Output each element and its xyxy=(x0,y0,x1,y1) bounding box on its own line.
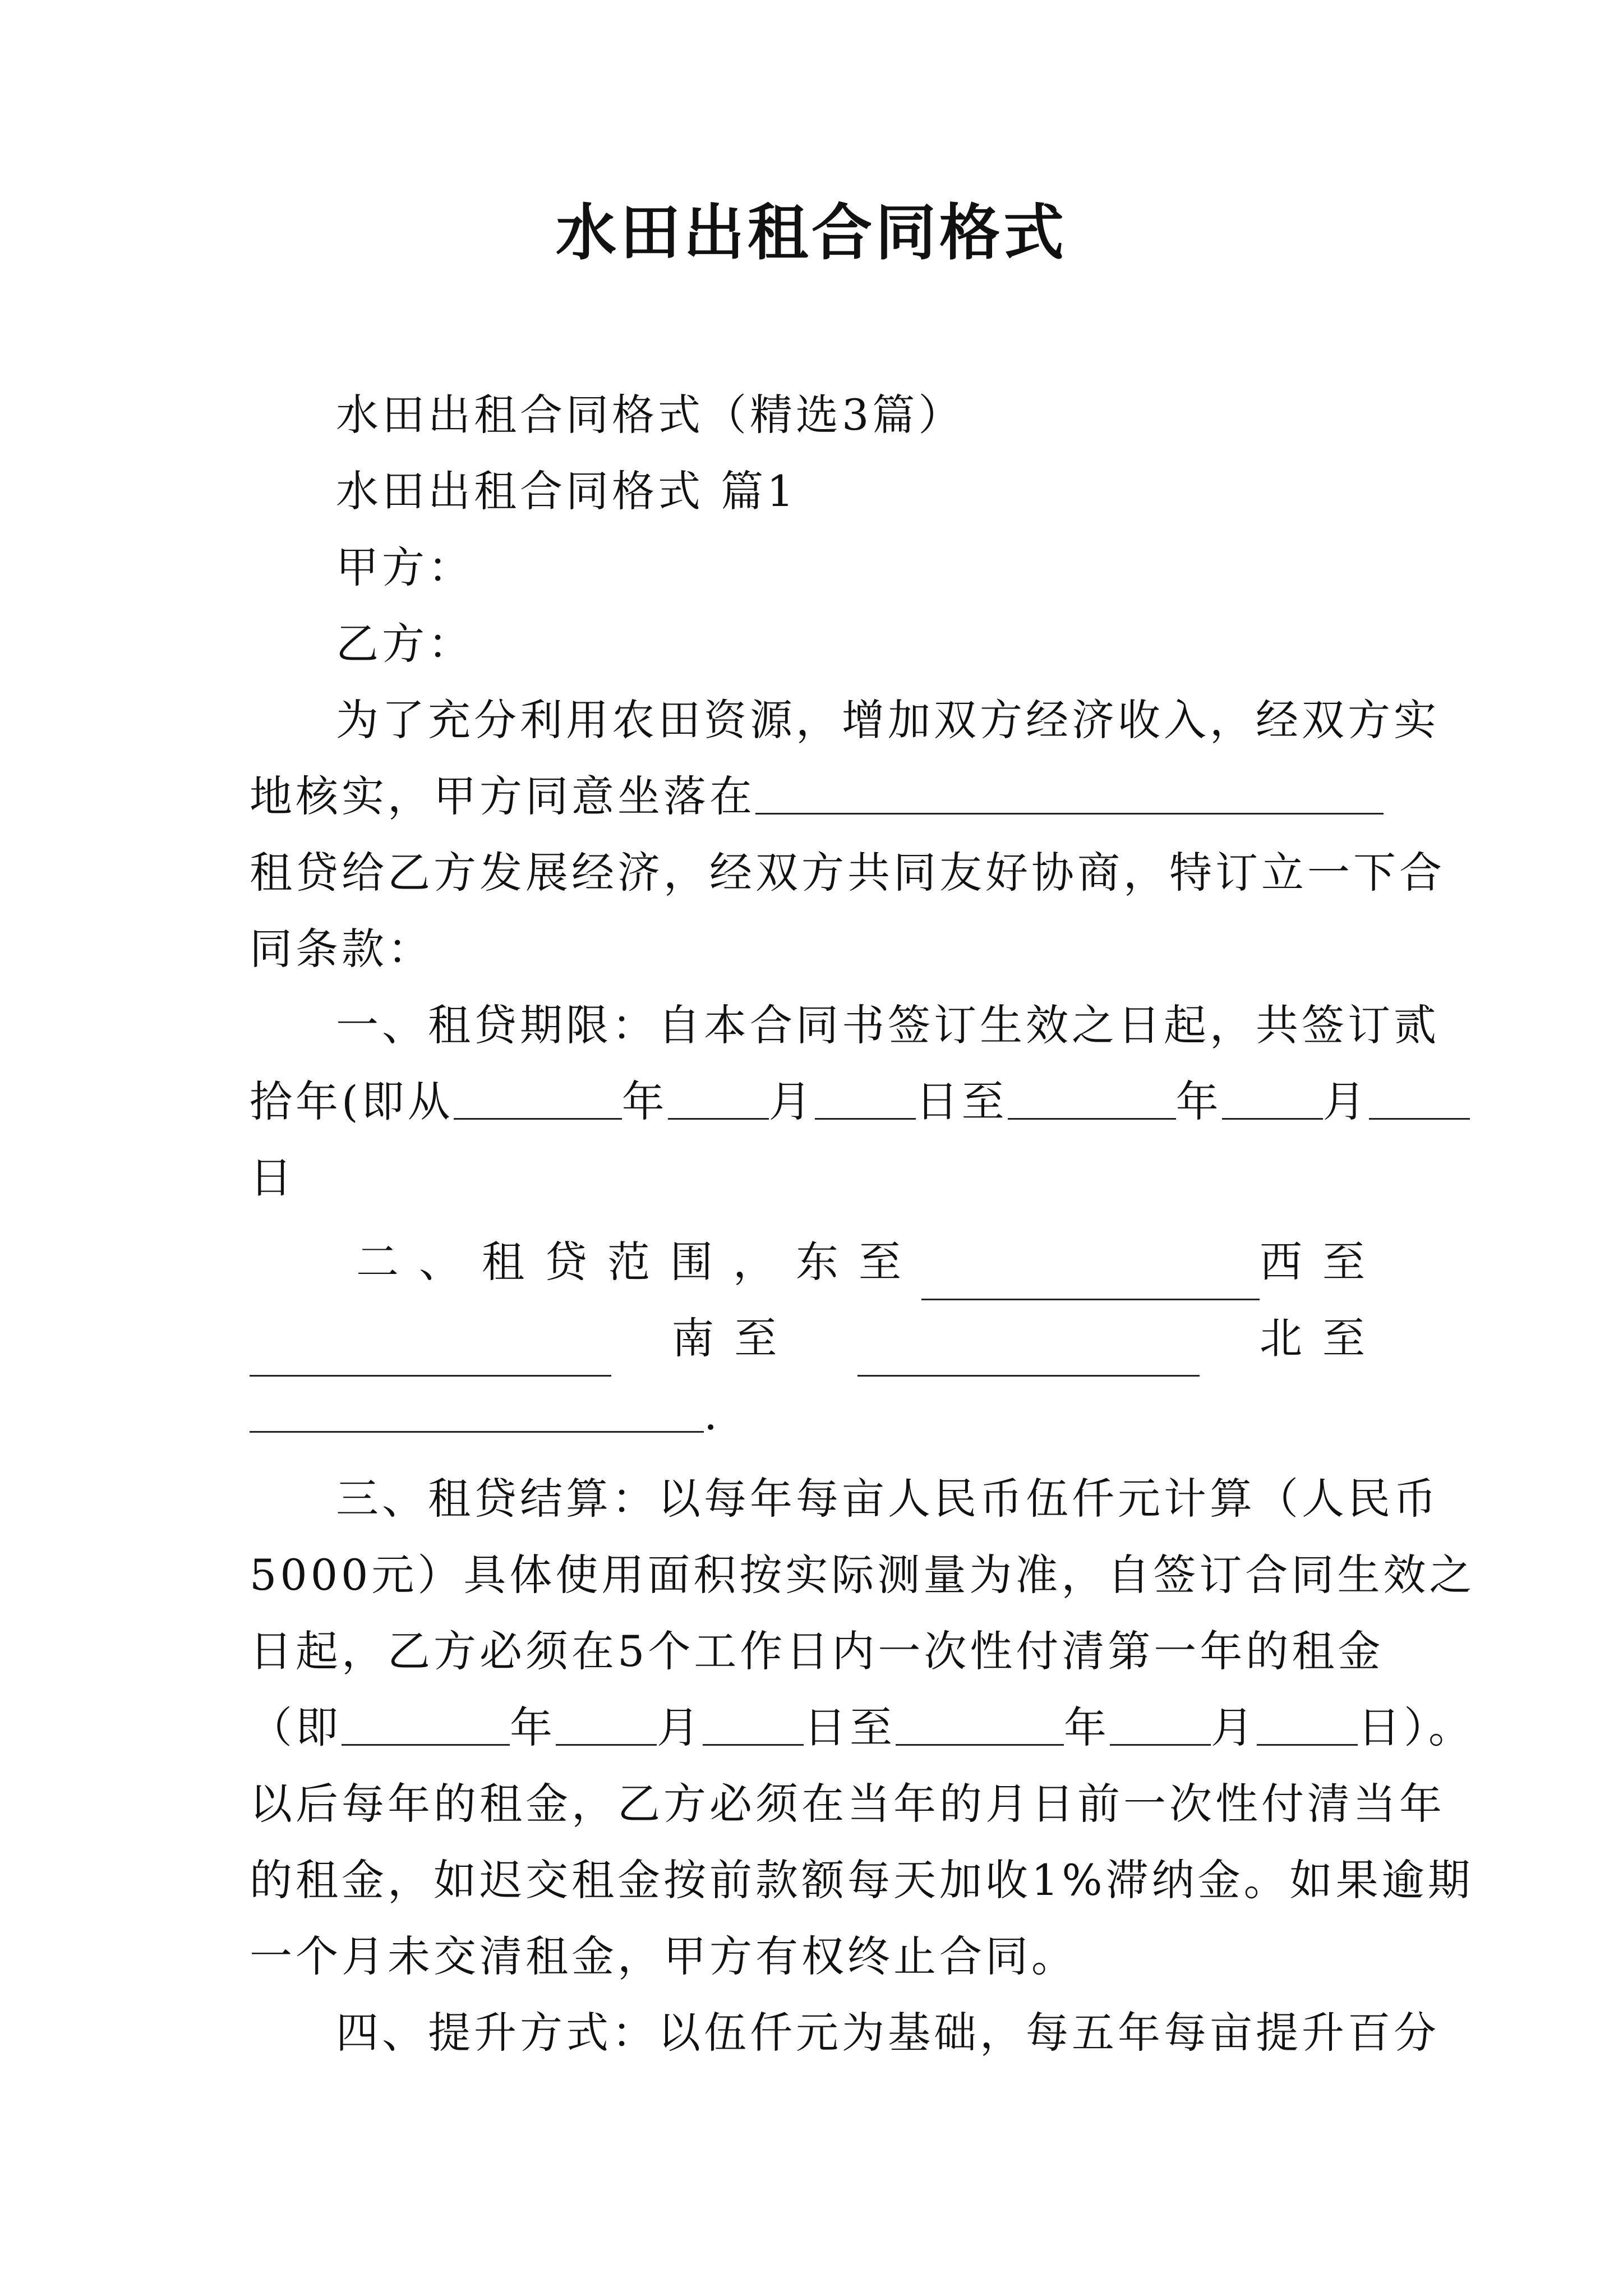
clause3-line-3: 日起，乙方必须在5个工作日内一次性付清第一年的租金 xyxy=(250,1626,1384,1676)
clause3-month2-label: 月 xyxy=(1211,1703,1257,1752)
intro-line-4: 同条款： xyxy=(250,924,434,974)
end-year-blank xyxy=(1008,1073,1176,1120)
clause1-month2-label: 月 xyxy=(1322,1076,1369,1126)
clause2-row-1 xyxy=(250,1224,1385,1300)
clause3-line-6: 的租金，如迟交租金按前款额每天加收1%滞纳金。如果逾期 xyxy=(250,1855,1474,1905)
clause2-end: . xyxy=(704,1389,721,1439)
clause1-dayto-label: 日至 xyxy=(915,1076,1008,1126)
clause1-year-label: 年 xyxy=(621,1076,668,1126)
end-day-blank xyxy=(1369,1073,1470,1120)
clause2-west-label: 西至 xyxy=(1260,1237,1385,1287)
clause1-line-2 xyxy=(250,1064,1385,1140)
clause1-from-label: 拾年(即从 xyxy=(250,1076,454,1126)
clause1-line-1: 一、租贷期限：自本合同书签订生效之日起，共签订贰 xyxy=(336,1000,1440,1050)
clause1-year2-label: 年 xyxy=(1175,1076,1222,1126)
clause2-line-3 xyxy=(250,1377,1385,1453)
start-year-blank xyxy=(454,1073,622,1120)
clause3-line-2: 5000元）具体使用面积按实际测量为准，自签订合同生效之 xyxy=(250,1550,1476,1600)
intro-line-2 xyxy=(250,758,1385,835)
subtitle: 水田出租合同格式（精选3篇） xyxy=(336,390,965,440)
pay-start-month-blank xyxy=(556,1699,657,1746)
south-boundary-blank xyxy=(857,1330,1200,1377)
clause1-line-3: 日 xyxy=(250,1153,296,1203)
clause3-line-7: 一个月未交清租金，甲方有权终止合同。 xyxy=(250,1931,1077,1981)
pay-end-day-blank xyxy=(1257,1699,1358,1746)
clause2-line-1 xyxy=(250,1224,1385,1300)
clause3-month-label: 月 xyxy=(657,1703,703,1752)
clause3-year2-label: 年 xyxy=(1064,1703,1110,1752)
clause2-east-label: 二、租贷范围，东至 xyxy=(356,1237,921,1287)
pay-start-day-blank xyxy=(703,1699,804,1746)
intro-location-label: 地核实，甲方同意坐落在 xyxy=(250,771,755,821)
start-month-blank xyxy=(668,1073,769,1120)
clause3-line-4 xyxy=(250,1690,1474,1766)
pay-start-year-blank xyxy=(342,1699,510,1746)
clause3-line-1: 三、租贷结算：以每年每亩人民币伍仟元计算（人民币 xyxy=(336,1474,1440,1524)
clause2-row-2 xyxy=(250,1300,1385,1377)
clause2-south-label: 南至 xyxy=(671,1313,797,1363)
party-b-label: 乙方： xyxy=(336,619,474,669)
clause1-month-label: 月 xyxy=(768,1076,815,1126)
clause3-dayto-label: 日至 xyxy=(804,1703,896,1752)
clause3-open-label: （即 xyxy=(250,1703,342,1752)
section-heading: 水田出租合同格式 篇1 xyxy=(336,466,797,516)
pay-end-month-blank xyxy=(1110,1699,1211,1746)
document-body xyxy=(250,377,1476,2071)
clause3-close-label: 日）。 xyxy=(1358,1703,1474,1752)
east-boundary-blank xyxy=(921,1254,1260,1300)
pay-end-year-blank xyxy=(896,1699,1064,1746)
start-day-blank xyxy=(815,1073,916,1120)
clause4-line-1: 四、提升方式：以伍仟元为基础，每五年每亩提升百分 xyxy=(336,2008,1440,2058)
clause2-line-2 xyxy=(250,1300,1385,1377)
intro-line-1: 为了充分利用农田资源，增加双方经济收入，经双方实 xyxy=(336,695,1440,745)
document-title: 水田出租合同格式 xyxy=(555,197,1067,268)
clause2-north-label: 北至 xyxy=(1259,1313,1385,1363)
clause3-line-5: 以后每年的租金，乙方必须在当年的月日前一次性付清当年 xyxy=(250,1779,1445,1829)
west-boundary-blank xyxy=(250,1330,611,1377)
north-boundary-blank xyxy=(250,1386,704,1433)
clause3-year-label: 年 xyxy=(510,1703,556,1752)
end-month-blank xyxy=(1222,1073,1323,1120)
location-blank xyxy=(755,768,1384,815)
intro-line-3: 租贷给乙方发展经济，经双方共同友好协商，特订立一下合 xyxy=(250,848,1445,898)
party-a-label: 甲方： xyxy=(336,542,474,592)
